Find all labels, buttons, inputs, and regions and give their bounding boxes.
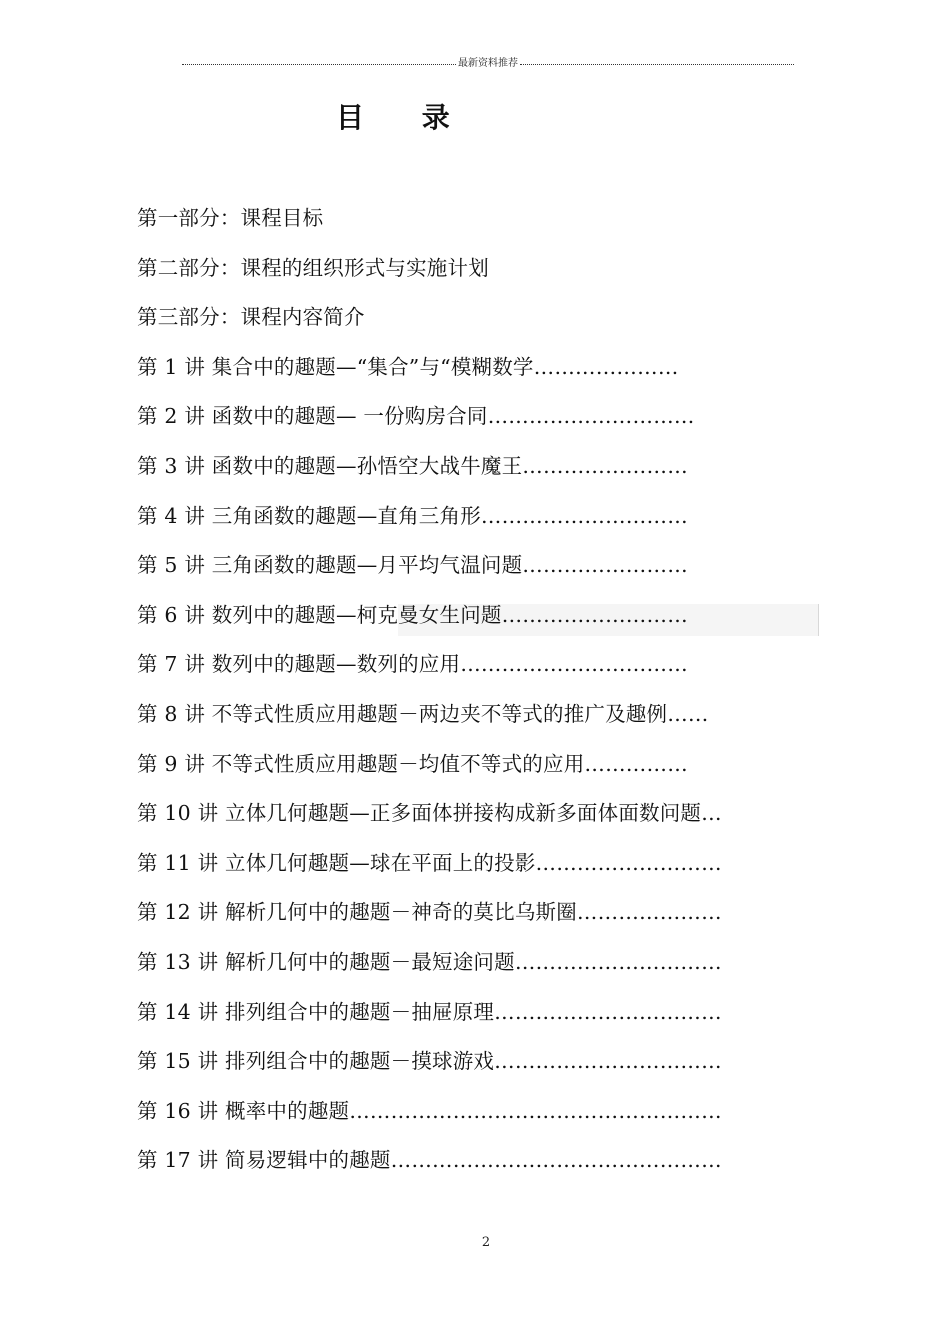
- toc-item-lecture-7[interactable]: 第 7 讲 数列中的趣题—数列的应用……………………………: [137, 652, 688, 677]
- toc-item-lecture-15[interactable]: 第 15 讲 排列组合中的趣题－摸球游戏……………………………: [137, 1049, 722, 1074]
- toc-item-lecture-10[interactable]: 第 10 讲 立体几何趣题—正多面体拼接构成新多面体面数问题…: [137, 801, 722, 826]
- toc-item-lecture-17[interactable]: 第 17 讲 简易逻辑中的趣题…………………………………………: [137, 1148, 722, 1173]
- header-dots-right: [520, 64, 794, 65]
- toc-item-lecture-9[interactable]: 第 9 讲 不等式性质应用趣题－均值不等式的应用……………: [137, 751, 688, 776]
- page-title: 目 录: [336, 101, 474, 134]
- toc-item-lecture-8[interactable]: 第 8 讲 不等式性质应用趣题－两边夹不等式的推广及趣例……: [137, 701, 709, 726]
- toc-item-lecture-16[interactable]: 第 16 讲 概率中的趣题………………………………………………: [137, 1098, 722, 1123]
- table-of-contents: [137, 198, 722, 1190]
- toc-item-lecture-6[interactable]: 第 6 讲 数列中的趣题—柯克曼女生问题………………………: [137, 602, 688, 627]
- header-rule: [182, 56, 794, 72]
- header-dots-left: [182, 64, 456, 65]
- header-label: 最新资料推荐: [458, 58, 518, 69]
- toc-item-lecture-12[interactable]: 第 12 讲 解析几何中的趣题－神奇的莫比乌斯圈…………………: [137, 900, 722, 925]
- toc-item-lecture-2[interactable]: 第 2 讲 函数中的趣题— 一份购房合同…………………………: [137, 404, 695, 429]
- toc-item-lecture-13[interactable]: 第 13 讲 解析几何中的趣题－最短途问题…………………………: [137, 949, 722, 974]
- toc-item-part-3[interactable]: 第三部分：课程内容简介: [137, 305, 365, 330]
- toc-item-lecture-4[interactable]: 第 4 讲 三角函数的趣题—直角三角形…………………………: [137, 503, 688, 528]
- toc-item-part-2[interactable]: 第二部分：课程的组织形式与实施计划: [137, 255, 489, 280]
- toc-item-lecture-11[interactable]: 第 11 讲 立体几何趣题—球在平面上的投影………………………: [137, 850, 722, 875]
- toc-item-lecture-3[interactable]: 第 3 讲 函数中的趣题—孙悟空大战牛魔王……………………: [137, 453, 688, 478]
- page-number: 2: [481, 1235, 491, 1250]
- toc-item-lecture-5[interactable]: 第 5 讲 三角函数的趣题—月平均气温问题……………………: [137, 553, 688, 578]
- toc-item-part-1[interactable]: 第一部分：课程目标: [137, 206, 324, 230]
- toc-item-lecture-14[interactable]: 第 14 讲 排列组合中的趣题－抽屉原理……………………………: [137, 999, 722, 1024]
- toc-item-lecture-1[interactable]: 第 1 讲 集合中的趣题—“集合”与“模糊数学…………………: [137, 354, 679, 379]
